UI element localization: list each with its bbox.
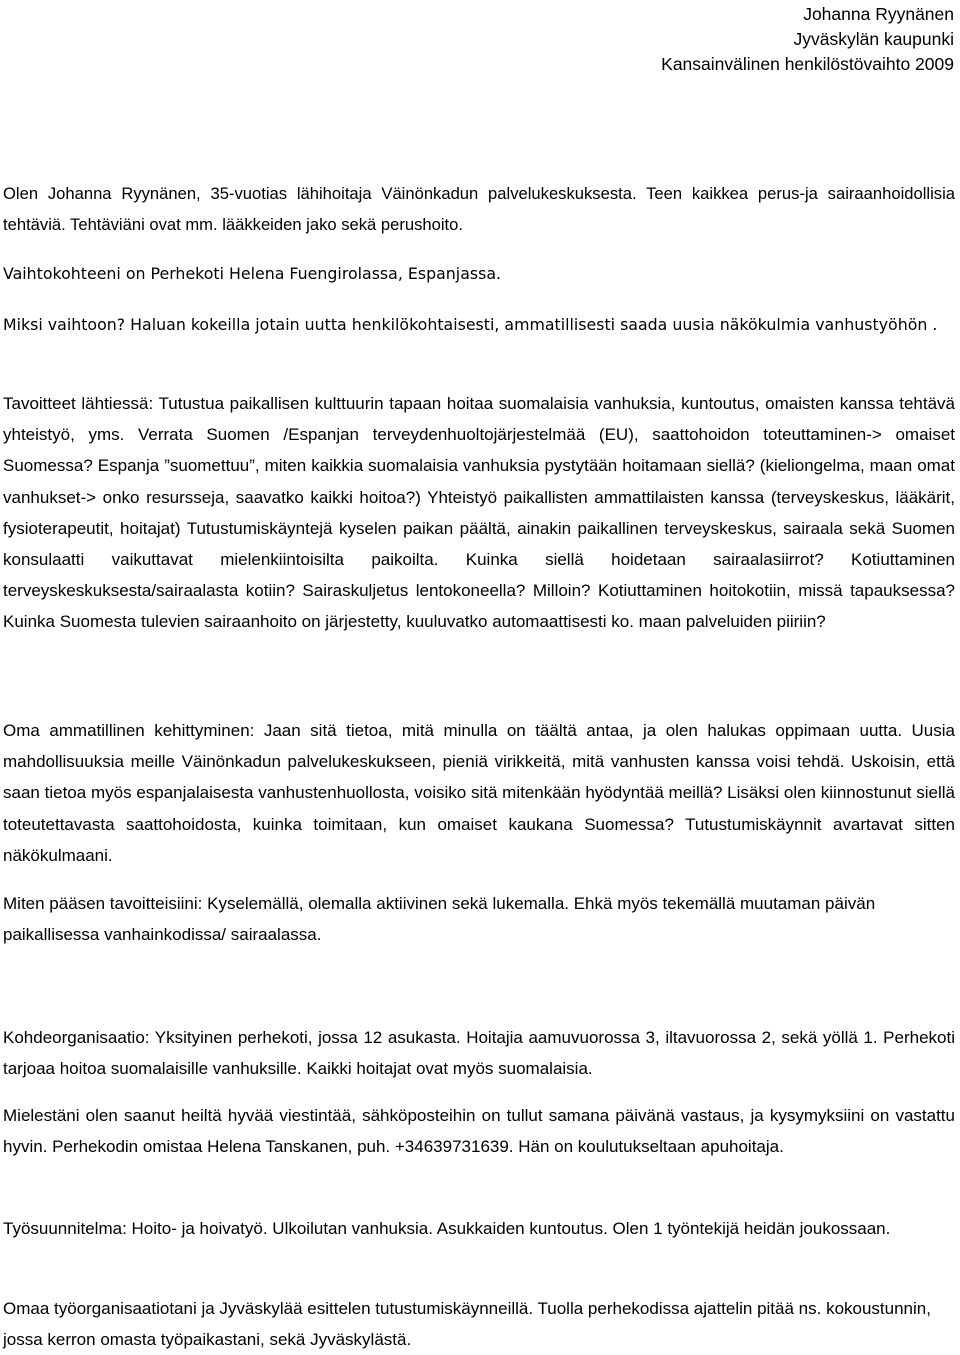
document-header (661, 2, 954, 77)
intro-paragraph: Olen Johanna Ryynänen, 35-vuotias lähihoitaja Väinönkadun palvelukeskuksesta. Teen kaikkea perus-ja sairaanhoidollisia tehtäviä. Tehtäviäni ovat mm. lääkkeiden jako sekä perushoito. (3, 184, 955, 235)
presentation-paragraph: Omaa työorganisaatiotani ja Jyväskylää esittelen tutustumiskäynneillä. Tuolla perhekodissa ajattelin pitää ns. kokoustunnin, jossa kerron omasta työpaikastani, sekä Jyväskylästä. (3, 1299, 931, 1350)
organization-name: Jyväskylän kaupunki (793, 29, 954, 49)
communication-paragraph: Mielestäni olen saanut heiltä hyvää viestintää, sähköposteihin on tullut samana päivänä vastaus, ja kysymyksiini on vastattu hyvin. Perhekodin omistaa Helena Tanskanen, puh. +34639731639. Hän on koulutukseltaan apuhoitaja. (3, 1106, 955, 1157)
destination-paragraph: Vaihtokohteeni on Perhekoti Helena Fuengirolassa, Espanjassa. (3, 264, 502, 283)
goals-paragraph: Tavoitteet lähtiessä: Tutustua paikallisen kulttuurin tapaan hoitaa suomalaisia vanhuksia, kuntoutus, omaisten kanssa tehtävä yhteistyö, yms. Verrata Suomen /Espanjan terveydenhuoltojärjestelmää (EU), saattohoidon toteuttaminen-> omaiset Suomessa? Espanja ”suomettuu”, miten kaikkia suomalaisia vanhuksia pystytään hoitamaan siellä? (kieliongelma, maan omat vanhukset-> onko resursseja, saavatko kaikki hoitoa?) Yhteistyö paikallisten ammattilaisten kanssa (terveyskeskus, lääkärit, fysioterapeutit, hoitajat) Tutustumiskäyntejä kyselen paikan päältä, ainakin paikallinen terveyskeskus, sairaala sekä Suomen konsulaatti vaikuttavat mielenkiintoisilta paikoilta. Kuinka siellä hoidetaan sairaalasiirrot? Kotiuttaminen terveyskeskuksesta/sairaalasta kotiin? Sairaskuljetus lentokoneella? Milloin? Kotiuttaminen hoitokotiin, missä tapauksessa? Kuinka Suomesta tulevien sairaanhoito on järjestetty, kuuluvatko automaattisesti ko. maan palveluiden piiriin? (3, 394, 955, 632)
how-paragraph: Miten pääsen tavoitteisiini: Kyselemällä, olemalla aktiivinen sekä lukemalla. Ehkä myös tekemällä muutaman päivän paikallisessa vanhainkodissa/ sairaalassa. (3, 894, 876, 945)
why-paragraph: Miksi vaihtoon? Haluan kokeilla jotain uutta henkilökohtaisesti, ammatillisesti saada uusia näkökulmia vanhustyöhön . (3, 315, 938, 334)
workplan-paragraph: Työsuunnitelma: Hoito- ja hoivatyö. Ulkoilutan vanhuksia. Asukkaiden kuntoutus. Olen 1 työntekijä heidän joukossaan. (3, 1219, 891, 1238)
author-name: Johanna Ryynänen (803, 4, 954, 24)
development-paragraph: Oma ammatillinen kehittyminen: Jaan sitä tietoa, mitä minulla on täältä antaa, ja olen halukas oppimaan uutta. Uusia mahdollisuuksia meille Väinönkadun palvelukeskukseen, pieniä virikkeitä, mitä vanhusten kanssa voisi tehdä. Uskoisin, että saan tietoa myös espanjalaisesta vanhustenhuollosta, voisiko sitä mitenkään hyödyntää meillä? Lisäksi olen kiinnostunut siellä toteutettavasta saattohoidosta, kuinka toimitaan, kun omaiset kaukana Suomessa? Tutustumiskäynnit avartavat sitten näkökulmaani. (3, 721, 955, 865)
program-name: Kansainvälinen henkilöstövaihto 2009 (661, 54, 954, 74)
organization-paragraph: Kohdeorganisaatio: Yksityinen perhekoti, jossa 12 asukasta. Hoitajia aamuvuorossa 3, iltavuorossa 2, sekä yöllä 1. Perhekoti tarjoaa hoitoa suomalaisille vanhuksille. Kaikki hoitajat ovat myös suomalaisia. (3, 1028, 955, 1079)
